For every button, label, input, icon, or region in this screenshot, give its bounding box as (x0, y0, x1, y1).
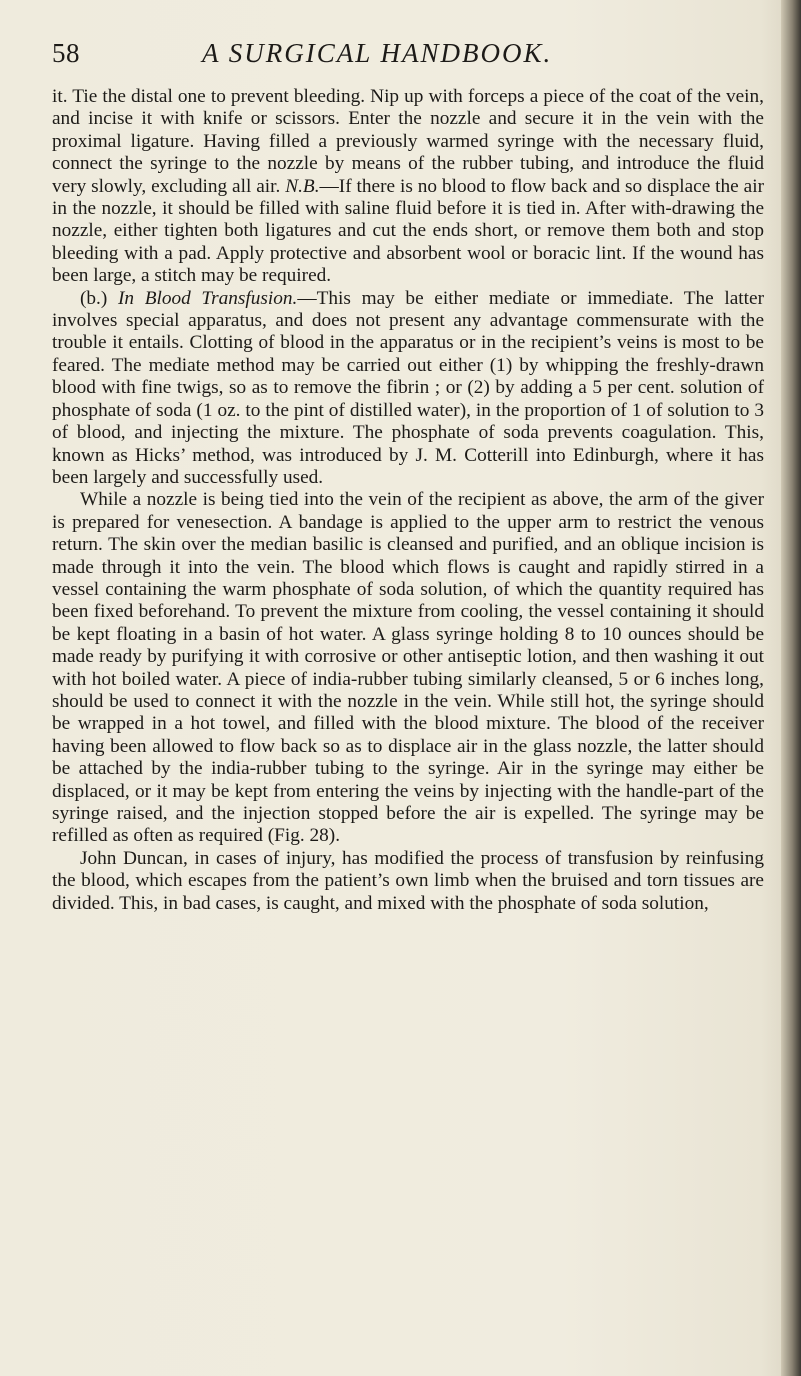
running-head: A SURGICAL HANDBOOK. (202, 38, 553, 68)
paragraph (52, 86, 764, 288)
paragraph-text: it. Tie the distal one to prevent bleeding. Nip up with forceps a piece of the coat of the vein, and incise it with knife or scissors. Enter the nozzle and secure it in the vein with the proximal ligature. Having filled a previously warmed syringe with the necessary fluid, connect the syringe to the nozzle by means of the rubber tubing, and introduce the fluid very slowly, excluding all air. (52, 86, 764, 197)
body-text (52, 86, 764, 915)
paragraph-text: —If there is no blood to flow back and so displace the air in the nozzle, it should be filled with saline fluid before it is tied in. After with-drawing the nozzle, either tighten both ligatures and cut the ends short, or remove them both and stop bleeding with a pad. Apply protective and absorbent wool or boracic lint. If the wound has been large, a stitch may be required. (52, 175, 764, 287)
paragraph: John Duncan, in cases of injury, has modified the process of transfusion by reinfusing the blood, which escapes from the patient’s own limb when the bruised and torn tissues are divided. This, in bad cases, is caught, and mixed with the phosphate of soda solution, (52, 847, 764, 914)
paragraph: While a nozzle is being tied into the vein of the recipient as above, the arm of the giver is prepared for venesection. A bandage is applied to the upper arm to restrict the venous return. The skin over the median basilic is cleansed and purified, and an oblique incision is made through it into the vein. The blood which flows is caught and rapidly stirred in a vessel containing the warm phosphate of soda solution, of which the quantity required has been fixed beforehand. To prevent the mixture from cooling, the vessel containing it should be kept floating in a basin of hot water. A glass syringe holding 8 to 10 ounces should be made ready by purifying it with corrosive or other antiseptic lotion, and then washing it out with hot boiled water. A piece of india-rubber tubing similarly cleansed, 5 or 6 inches long, should be used to connect it with the nozzle in the vein. While still hot, the syringe should be wrapped in a hot towel, and filled with the blood mixture. The blood of the receiver having been allowed to flow back so as to displace air in the glass nozzle, the latter should be attached by the india-rubber tubing to the syringe. Air in the syringe may either be displaced, or it may be kept from entering the veins by injecting with the handle-part of the syringe raised, and the injection stopped before the air is expelled. The syringe may be refilled as often as required (Fig. 28). (52, 489, 764, 847)
page-number: 58 (52, 38, 80, 68)
section-b-paragraph (52, 288, 764, 490)
nb-label: N.B. (285, 175, 320, 197)
page-edge (781, 0, 801, 1376)
page-header (52, 38, 752, 78)
section-marker: (b.) (80, 287, 108, 309)
section-title: In Blood Transfusion. (117, 287, 298, 309)
paragraph-text: —This may be either mediate or immediate. The latter involves special apparatus, and does not present any advantage commensurate with the trouble it entails. Clotting of blood in the apparatus or in the recipient’s veins is most to be feared. The mediate method may be carried out either (1) by whipping the freshly-drawn blood with fine twigs, so as to remove the fibrin ; or (2) by adding a 5 per cent. solution of phosphate of soda (1 oz. to the pint of distilled water), in the proportion of 1 of solution to 3 of blood, and injecting the mixture. The phosphate of soda prevents coagulation. This, known as Hicks’ method, was introduced by J. M. Cotterill into Edinburgh, where it has been largely and successfully used. (52, 287, 765, 488)
